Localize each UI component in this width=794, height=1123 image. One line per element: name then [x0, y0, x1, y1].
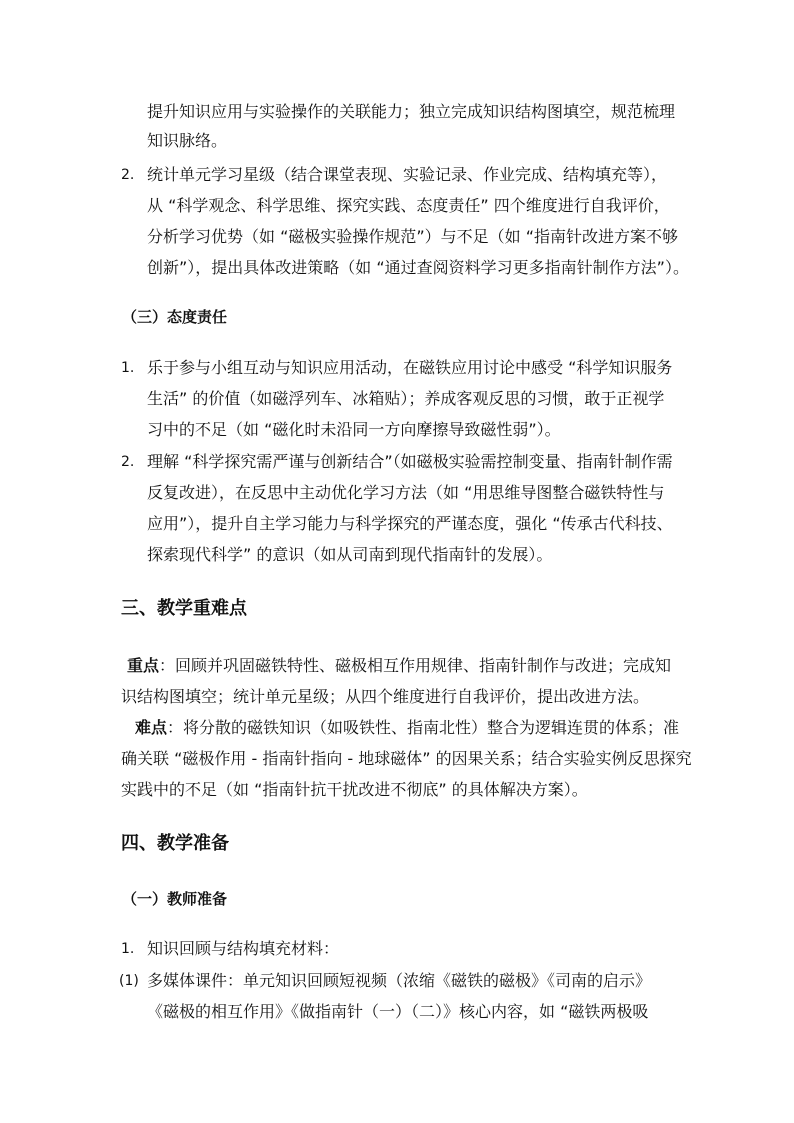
list-item-line: 统计单元学习星级（结合课堂表现、实验记录、作业完成、结构填充等），	[147, 165, 668, 184]
intro-line-2: 知识脉络。	[147, 131, 228, 150]
key-label: 重点	[127, 656, 160, 675]
list-item-line: 探索现代科学” 的意识（如从司南到现代指南针的发展）。	[147, 545, 553, 564]
list-item-line: 创新”），提出具体改进策略（如 “通过查阅资料学习更多指南针制作方法”）。	[147, 258, 689, 277]
list-item-line: 多媒体课件：单元知识回顾短视频（浓缩《磁铁的磁极》《司南的启示》	[147, 971, 652, 990]
list-item-line: 《磁极的相互作用》《做指南针（一）（二）》核心内容，如 “磁铁两极吸	[147, 1002, 649, 1021]
difficulty-line-3: 实践中的不足（如 “指南针抗干扰改进不彻底” 的具体解决方案）。	[121, 780, 588, 799]
list-number: (1)	[119, 973, 139, 989]
difficulty-line-1: 难点：将分散的磁铁知识（如吸铁性、指南北性）整合为逻辑连贯的体系；准	[135, 718, 680, 737]
section-heading-preparation: 四、教学准备	[121, 833, 229, 854]
key-point-line-2: 识结构图填空；统计单元星级；从四个维度进行自我评价，提出改进方法。	[121, 687, 650, 706]
list-item-line: 应用”），提升自主学习能力与科学探究的严谨态度，强化 “传承古代科技、	[147, 514, 673, 533]
list-item-line: 反复改进），在反思中主动优化学习方法（如 “用思维导图整合磁铁特性与	[147, 483, 665, 502]
subsection-heading-teacher: （一）教师准备	[122, 890, 228, 908]
list-number: 2.	[121, 454, 135, 470]
list-number: 1.	[121, 360, 135, 376]
difficulty-line-2: 确关联 “磁极作用 - 指南针指向 - 地球磁体” 的因果关系；结合实验实例反思探究	[121, 749, 692, 768]
list-item-line: 理解 “科学探究需严谨与创新结合”（如磁极实验需控制变量、指南针制作需	[147, 452, 673, 471]
intro-line-1: 提升知识应用与实验操作的关联能力；独立完成知识结构图填空，规范梳理	[147, 102, 676, 121]
list-item-line: 从 “科学观念、科学思维、探究实践、态度责任” 四个维度进行自我评价，	[147, 196, 670, 215]
key-point-line-1: 重点：回顾并巩固磁铁特性、磁极相互作用规律、指南针制作与改进；完成知	[127, 656, 672, 675]
list-item-line: 知识回顾与结构填充材料：	[147, 939, 340, 958]
list-number: 2.	[121, 167, 135, 183]
list-item-line: 分析学习优势（如 “磁极实验操作规范”）与不足（如 “指南针改进方案不够	[147, 227, 679, 246]
subsection-heading-attitude: （三）态度责任	[122, 308, 228, 326]
section-heading-key-points: 三、教学重难点	[121, 598, 247, 619]
list-item-line: 习中的不足（如 “磁化时未沿同一方向摩擦导致磁性弱”）。	[147, 420, 561, 439]
list-item-line: 乐于参与小组互动与知识应用活动，在磁铁应用讨论中感受 “科学知识服务	[147, 358, 673, 377]
difficulty-label: 难点	[135, 718, 168, 737]
list-item-line: 生活” 的价值（如磁浮列车、冰箱贴）；养成客观反思的习惯，敢于正视学	[147, 389, 665, 408]
list-number: 1.	[121, 941, 135, 957]
